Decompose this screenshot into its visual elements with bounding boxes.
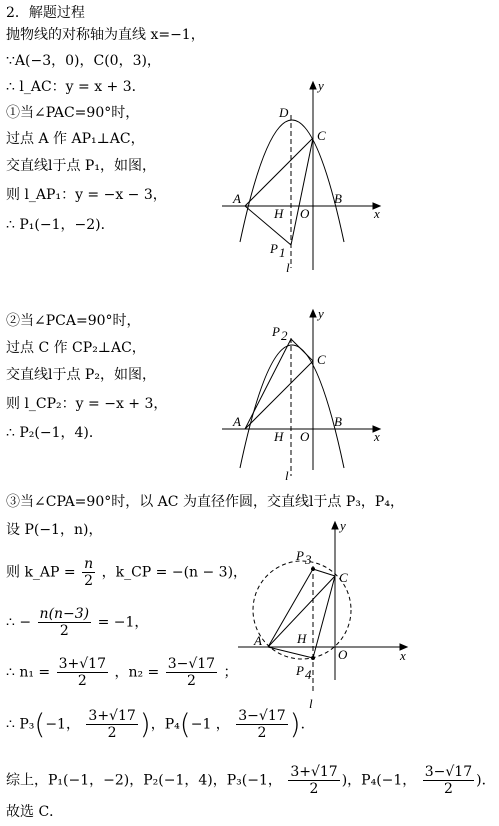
text-line: 交直线l于点 P₁，如图，: [6, 158, 156, 174]
text-fragment: ∴ P₃: [6, 716, 35, 733]
fraction-denominator: 2: [186, 673, 196, 689]
label-A: A: [233, 191, 241, 206]
text-fragment: = −1，: [97, 614, 149, 631]
section-heading: 2．解题过程: [6, 5, 85, 21]
label-O: O: [300, 429, 310, 444]
label-sub: 3: [305, 552, 312, 567]
text-line: ②当∠PCA=90°时，: [6, 313, 141, 329]
label-H: H: [274, 429, 284, 444]
label-x: x: [400, 648, 406, 663]
text-fragment: ，P₄: [150, 716, 180, 733]
text-fragment: ∴ −: [6, 614, 32, 631]
text-fragment: ，k_CP = −(n − 3)，: [101, 564, 248, 581]
point-P4: [311, 656, 315, 660]
point-P3: [311, 567, 315, 571]
fraction-numerator: 3−√17: [238, 708, 286, 724]
label-C: C: [339, 570, 348, 585]
paren: ): [289, 707, 301, 741]
text-line: 抛物线的对称轴为直线 x=−1，: [6, 27, 205, 43]
fraction-denominator: 2: [257, 725, 267, 741]
text-line: 过点 A 作 AP₁⊥AC，: [6, 131, 145, 147]
label-l: l: [286, 260, 290, 275]
label-D: D: [279, 105, 289, 120]
label-y: y: [318, 306, 324, 321]
fraction-numerator: 3−√17: [167, 656, 216, 672]
text-line: ∵A(−3，0)，C(0，3)，: [6, 53, 161, 69]
text-fragment: ，n₂ =: [114, 664, 160, 681]
fraction-numerator: 3+√17: [58, 656, 106, 672]
label-x: x: [374, 206, 380, 221]
fraction-numerator: n(n−3): [39, 606, 90, 622]
text-fragment: ∴ n₁ =: [6, 664, 51, 681]
label-x: x: [374, 429, 380, 444]
arrow-icon: [332, 522, 338, 529]
label-l: l: [309, 696, 313, 711]
fraction-denominator: 2: [443, 781, 453, 797]
fraction-denominator: 2: [84, 573, 94, 589]
segment-AP4: [268, 647, 313, 658]
label-A: A: [233, 414, 241, 429]
label-O: O: [300, 206, 310, 221]
paren: ): [139, 707, 151, 741]
segment-P3C: [313, 569, 335, 576]
text-fragment: ．: [300, 716, 315, 733]
fraction-numerator: 3−√17: [424, 764, 473, 780]
label-P2: P: [272, 324, 280, 339]
text-line: ③当∠CPA=90°时，以 AC 为直径作圆，交直线l于点 P₃，P₄，: [6, 494, 404, 510]
text-line: 设 P(−1，n)，: [6, 522, 103, 538]
fraction-numerator: 3+√17: [290, 764, 338, 780]
text-fragment: 综上，P₁(−1，−2)，P₂(−1，4)，P₃(−1，: [6, 772, 282, 789]
label-C: C: [317, 128, 326, 143]
text-fragment: )．: [476, 772, 496, 789]
label-sub: 4: [305, 667, 312, 682]
text-line: 过点 C 作 CP₂⊥AC，: [6, 340, 146, 356]
paren: (: [179, 707, 191, 741]
text-line: 则 l_CP₂：y = −x + 3，: [6, 396, 168, 412]
text-line: 则 l_AP₁：y = −x − 3，: [6, 187, 167, 203]
label-y: y: [318, 78, 324, 93]
text-line: 交直线l于点 P₂，如图，: [6, 367, 156, 383]
label-O: O: [338, 647, 348, 662]
fraction-numerator: n: [84, 556, 94, 572]
label-y: y: [340, 518, 346, 533]
fraction-numerator: 3+√17: [88, 708, 136, 724]
label-A: A: [254, 633, 262, 648]
label-l: l: [285, 468, 289, 483]
text-line: 故选 C．: [6, 804, 64, 820]
text-line: ∴ l_AC：y = x + 3．: [6, 79, 146, 95]
fraction-denominator: 2: [107, 725, 117, 741]
label-H: H: [297, 631, 307, 646]
text-fragment: −1 ，: [190, 716, 230, 733]
label-H: H: [274, 206, 284, 221]
text-fragment: 则 k_AP =: [6, 564, 76, 581]
label-P1: P: [270, 241, 278, 256]
fraction-denominator: 2: [59, 623, 69, 639]
text-fragment: −1，: [45, 716, 80, 733]
label-C: C: [317, 352, 326, 367]
label-sub: 1: [279, 245, 286, 260]
paren: (: [34, 707, 46, 741]
text-fragment: )，P₄(−1，: [341, 772, 417, 789]
label-P4: P: [296, 663, 304, 678]
label-P3: P: [296, 548, 304, 563]
fraction-denominator: 2: [77, 673, 87, 689]
text-line: ①当∠PAC=90°时，: [6, 105, 140, 121]
label-sub: 2: [281, 328, 288, 343]
text-line: ∴ P₂(−1，4)．: [6, 425, 103, 441]
fraction-denominator: 2: [309, 781, 319, 797]
label-B: B: [334, 191, 342, 206]
text-fragment: ；: [223, 664, 238, 681]
text-line: ∴ P₁(−1，−2)．: [6, 217, 115, 233]
label-B: B: [334, 414, 342, 429]
